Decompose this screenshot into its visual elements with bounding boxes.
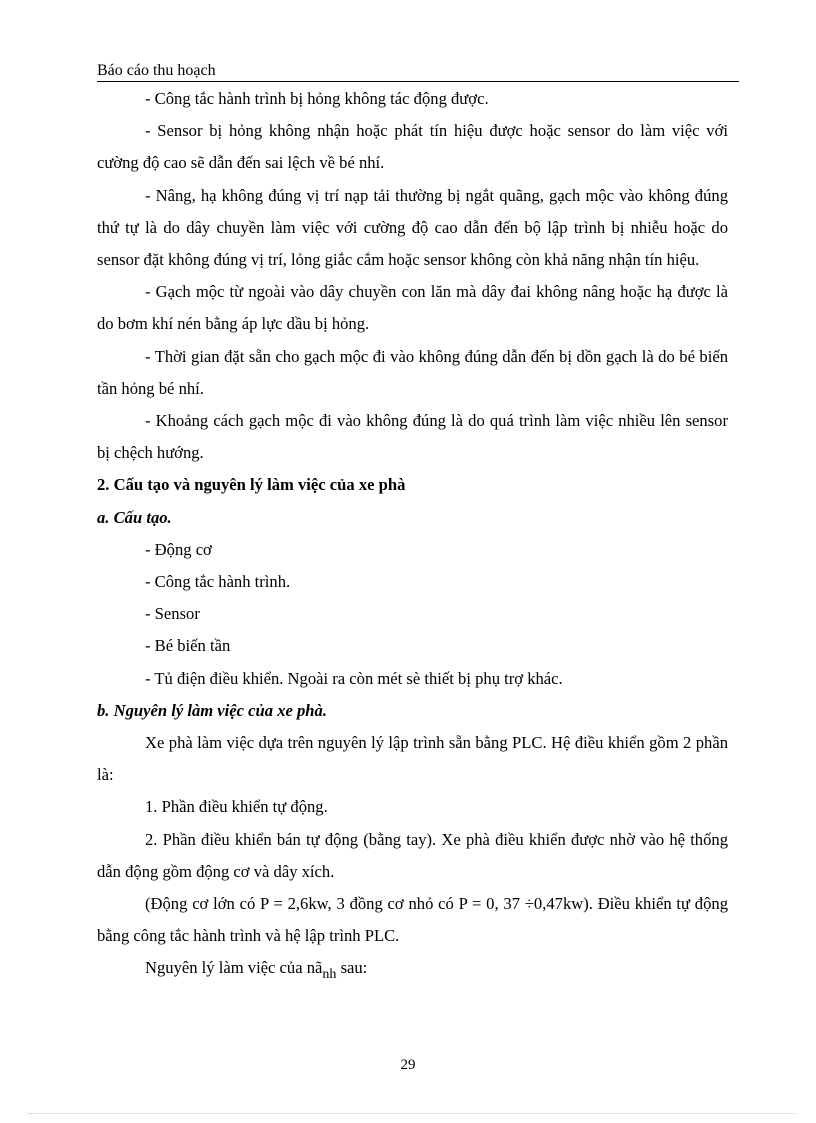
section-b-heading: b. Nguyên lý làm việc của xe phà. xyxy=(97,700,327,720)
working-principle-text: Nguyên lý làm việc của nã xyxy=(145,958,323,978)
paragraph-working-principle xyxy=(97,952,728,986)
list-item-inverter: - Bé biến tần xyxy=(145,636,231,656)
page-header xyxy=(97,62,739,82)
paragraph-sensor-fault: - Sensor bị hỏng không nhận hoặc phát tín hiệu được hoặc sensor do làm việc với cường độ cao sẽ dẫn đến sai lệch về bé nhí. xyxy=(97,121,728,173)
section-2-heading: 2. Cấu tạo và nguyên lý làm việc của xe phà xyxy=(97,475,406,495)
list-item-motor: - Động cơ xyxy=(145,539,212,559)
paragraph-plc-principle: Xe phà làm việc dựa trên nguyên lý lập trình sẵn bằng PLC. Hệ điều khiển gồm 2 phần là: xyxy=(97,733,728,785)
working-principle-end: sau: xyxy=(340,958,368,978)
page-bottom-divider xyxy=(28,1113,796,1114)
header-title: Báo cáo thu hoạch xyxy=(97,62,216,79)
page-number: 29 xyxy=(400,1057,416,1073)
list-item-sensor: - Sensor xyxy=(145,604,200,624)
list-item-control-cabinet: - Tủ điện điều khiển. Ngoài ra còn mét sè thiết bị phụ trợ khác. xyxy=(145,668,563,688)
paragraph-timing-fault: - Thời gian đặt sẵn cho gạch mộc đi vào không đúng dẫn đến bị dồn gạch là do bé biến tần hỏng bé nhí. xyxy=(97,346,728,398)
list-item-limit-switch: - Công tắc hành trình. xyxy=(145,572,291,592)
paragraph-manual-control: 2. Phần điều khiển bán tự động (bằng tay). Xe phà điều khiển được nhờ vào hệ thống dẫn động gồm động cơ và dây xích. xyxy=(97,829,728,881)
paragraph-lift-fault: - Nâng, hạ không đúng vị trí nạp tải thường bị ngắt quãng, gạch mộc vào không đúng thứ tự là do dây chuyền làm việc với cường độ cao dẫn đến bộ lập trình bị nhiễu hoặc do sensor đặt không đúng vị trí, lỏng giắc cắm hoặc sensor không còn khả năng nhận tín hiệu. xyxy=(97,185,728,270)
section-a-heading: a. Cấu tạo. xyxy=(97,507,172,527)
paragraph-spacing-fault: - Khoảng cách gạch mộc đi vào không đúng là do quá trình làm việc nhiều lên sensor bị chệch hướng. xyxy=(97,411,728,463)
document-body xyxy=(97,83,728,987)
paragraph-conveyor-fault: - Gạch mộc từ ngoài vào dây chuyền con lăn mà dây đai không nâng hoặc hạ được là do bơm khí nén bằng áp lực dầu bị hỏng. xyxy=(97,282,728,334)
paragraph-auto-control: 1. Phần điều khiển tự động. xyxy=(145,797,328,817)
working-principle-fragment: nh xyxy=(322,967,337,983)
paragraph-limit-switch: - Công tắc hành trình bị hỏng không tác động được. xyxy=(145,89,489,108)
paragraph-motor-power: (Động cơ lớn có P = 2,6kw, 3 đồng cơ nhỏ có P = 0, 37 ÷0,47kw). Điều khiển tự động bằng công tắc hành trình và hệ lập trình PLC. xyxy=(97,894,728,946)
